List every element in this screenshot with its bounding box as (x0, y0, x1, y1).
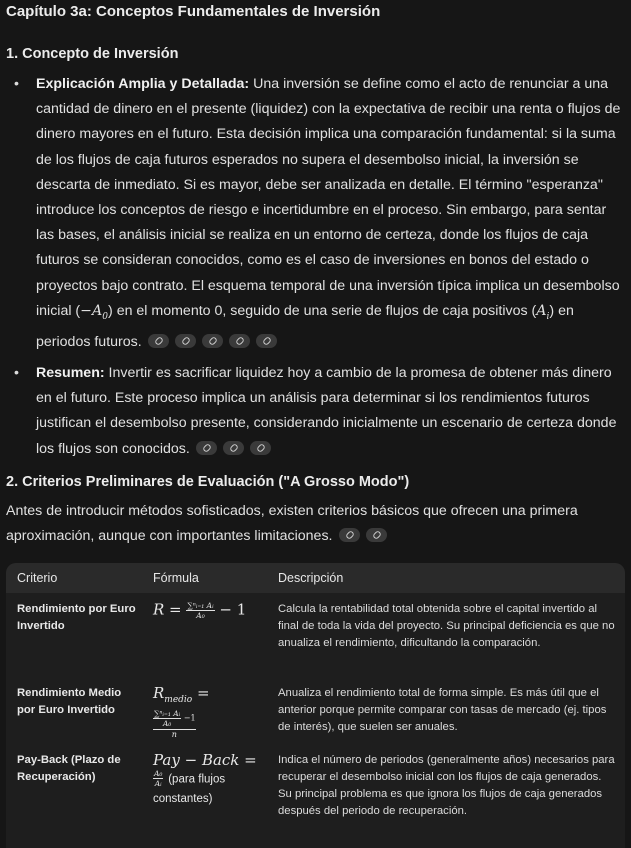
bullet-label: Explicación Amplia y Detallada: (36, 76, 250, 92)
source-link-icon[interactable] (250, 441, 271, 455)
chapter-title: Capítulo 3a: Conceptos Fundamentales de Inversión (6, 3, 381, 20)
bullet-text: ) en el momento 0, seguido de una serie de flujos de caja positivos ( (108, 302, 537, 319)
criteria-table (6, 563, 625, 848)
header-criterio: Criterio (17, 571, 58, 585)
cell-criterio: Pay-Back (Plazo de Recuperación) (17, 754, 121, 783)
math-ai: $A_i$ (536, 302, 550, 322)
source-link-icon[interactable] (229, 334, 250, 348)
source-link-icon[interactable] (175, 334, 196, 348)
bullet-resumen (0, 361, 631, 462)
cell-descripcion: Anualiza el rendimiento total de forma simple. Es más útil que el anterior porque permite comparar con tasas de mercado (ej. tipos de interés), que suelen ser anuales. (278, 687, 607, 733)
cell-formula: Pay − Back = $\frac{\text{A₀}}{\text{Aᵢ}}$ (para flujos constantes) (153, 751, 257, 805)
bullet-text: ) en periodos futuros. (36, 302, 574, 350)
section-intro: Antes de introducir métodos sofisticados, existen criterios básicos que ofrecen una primera aproximación, aunque con importantes limitaciones. (6, 503, 578, 545)
section-heading-2: 2. Criterios Preliminares de Evaluación ("A Grosso Modo") (6, 474, 410, 490)
cell-descripcion: Calcula la rentabilidad total obtenida sobre el capital invertido al final de toda la vida del proyecto. Su principal deficiencia es que no anualiza el rendimiento, dificultando la comparación. (278, 603, 615, 649)
bullet-text: Invertir es sacrificar liquidez hoy a cambio de la promesa de obtener más dinero en el futuro. Este proceso implica un análisis para determinar si los rendimientos futuros justifican el desembolso presente, considerando inicialmente un escenario de certeza donde los flujos son conocidos. (36, 365, 617, 457)
bullet-text: Una inversión se define como el acto de renunciar a una cantidad de dinero en el presente (liquidez) con la expectativa de recibir una renta o flujos de dinero mayores en el futuro. Esta decisión implica una comparación fundamental: si la suma de los flujos de caja futuros esperados no supera el desembolso inicial, la inversión se descarta de inmediato. Si es mayor, debe ser analizada en detalle. El término "esperanza" introduce los conceptos de riesgo e incertidumbre en el proceso. Sin embargo, para sentar las bases, el análisis inicial se realiza en un entorno de certeza, donde los flujos de caja futuros se consideran conocidos, como es el caso de inversiones en bonos del estado o proyectos bajo contrato. El esquema temporal de una inversión típica implica un desembolso inicial ( (36, 76, 621, 319)
source-link-icon[interactable] (339, 528, 360, 542)
bullet-list-1 (0, 72, 631, 462)
source-link-icon[interactable] (196, 441, 217, 455)
section-heading-1: 1. Concepto de Inversión (6, 46, 179, 62)
bullet-label: Resumen: (36, 365, 105, 382)
cell-formula: $R_{medio}$ = $\frac{\text{∑ⁿᵢ₌₁ Aᵢ}}{\text{A₀}}$ −1 n (153, 684, 210, 739)
header-descripcion: Descripción (278, 571, 344, 585)
source-link-icon[interactable] (148, 334, 169, 348)
bullet-explicacion (0, 72, 631, 355)
cell-descripcion: Indica el número de periodos (generalmente años) necesarios para recuperar el desembolso inicial con los flujos de caja generados. Su principal problema es que ignora los flujos de caja generados después del periodo de recuperación. (278, 754, 615, 817)
header-formula: Fórmula (153, 571, 199, 585)
table-header (6, 563, 625, 593)
source-link-icon[interactable] (202, 334, 223, 348)
source-link-icon[interactable] (366, 528, 387, 542)
source-link-icon[interactable] (223, 441, 244, 455)
source-link-icon[interactable] (256, 334, 277, 348)
cell-criterio: Rendimiento por Euro Invertido (17, 603, 136, 632)
cell-criterio: Rendimiento Medio por Euro Invertido (17, 687, 122, 716)
cell-formula: R = $\frac{\text{∑ⁿᵢ₌₁ Aᵢ}}{\text{A₀}}$ − 1 (153, 600, 247, 620)
math-a0: $-A_0$ (80, 302, 109, 322)
